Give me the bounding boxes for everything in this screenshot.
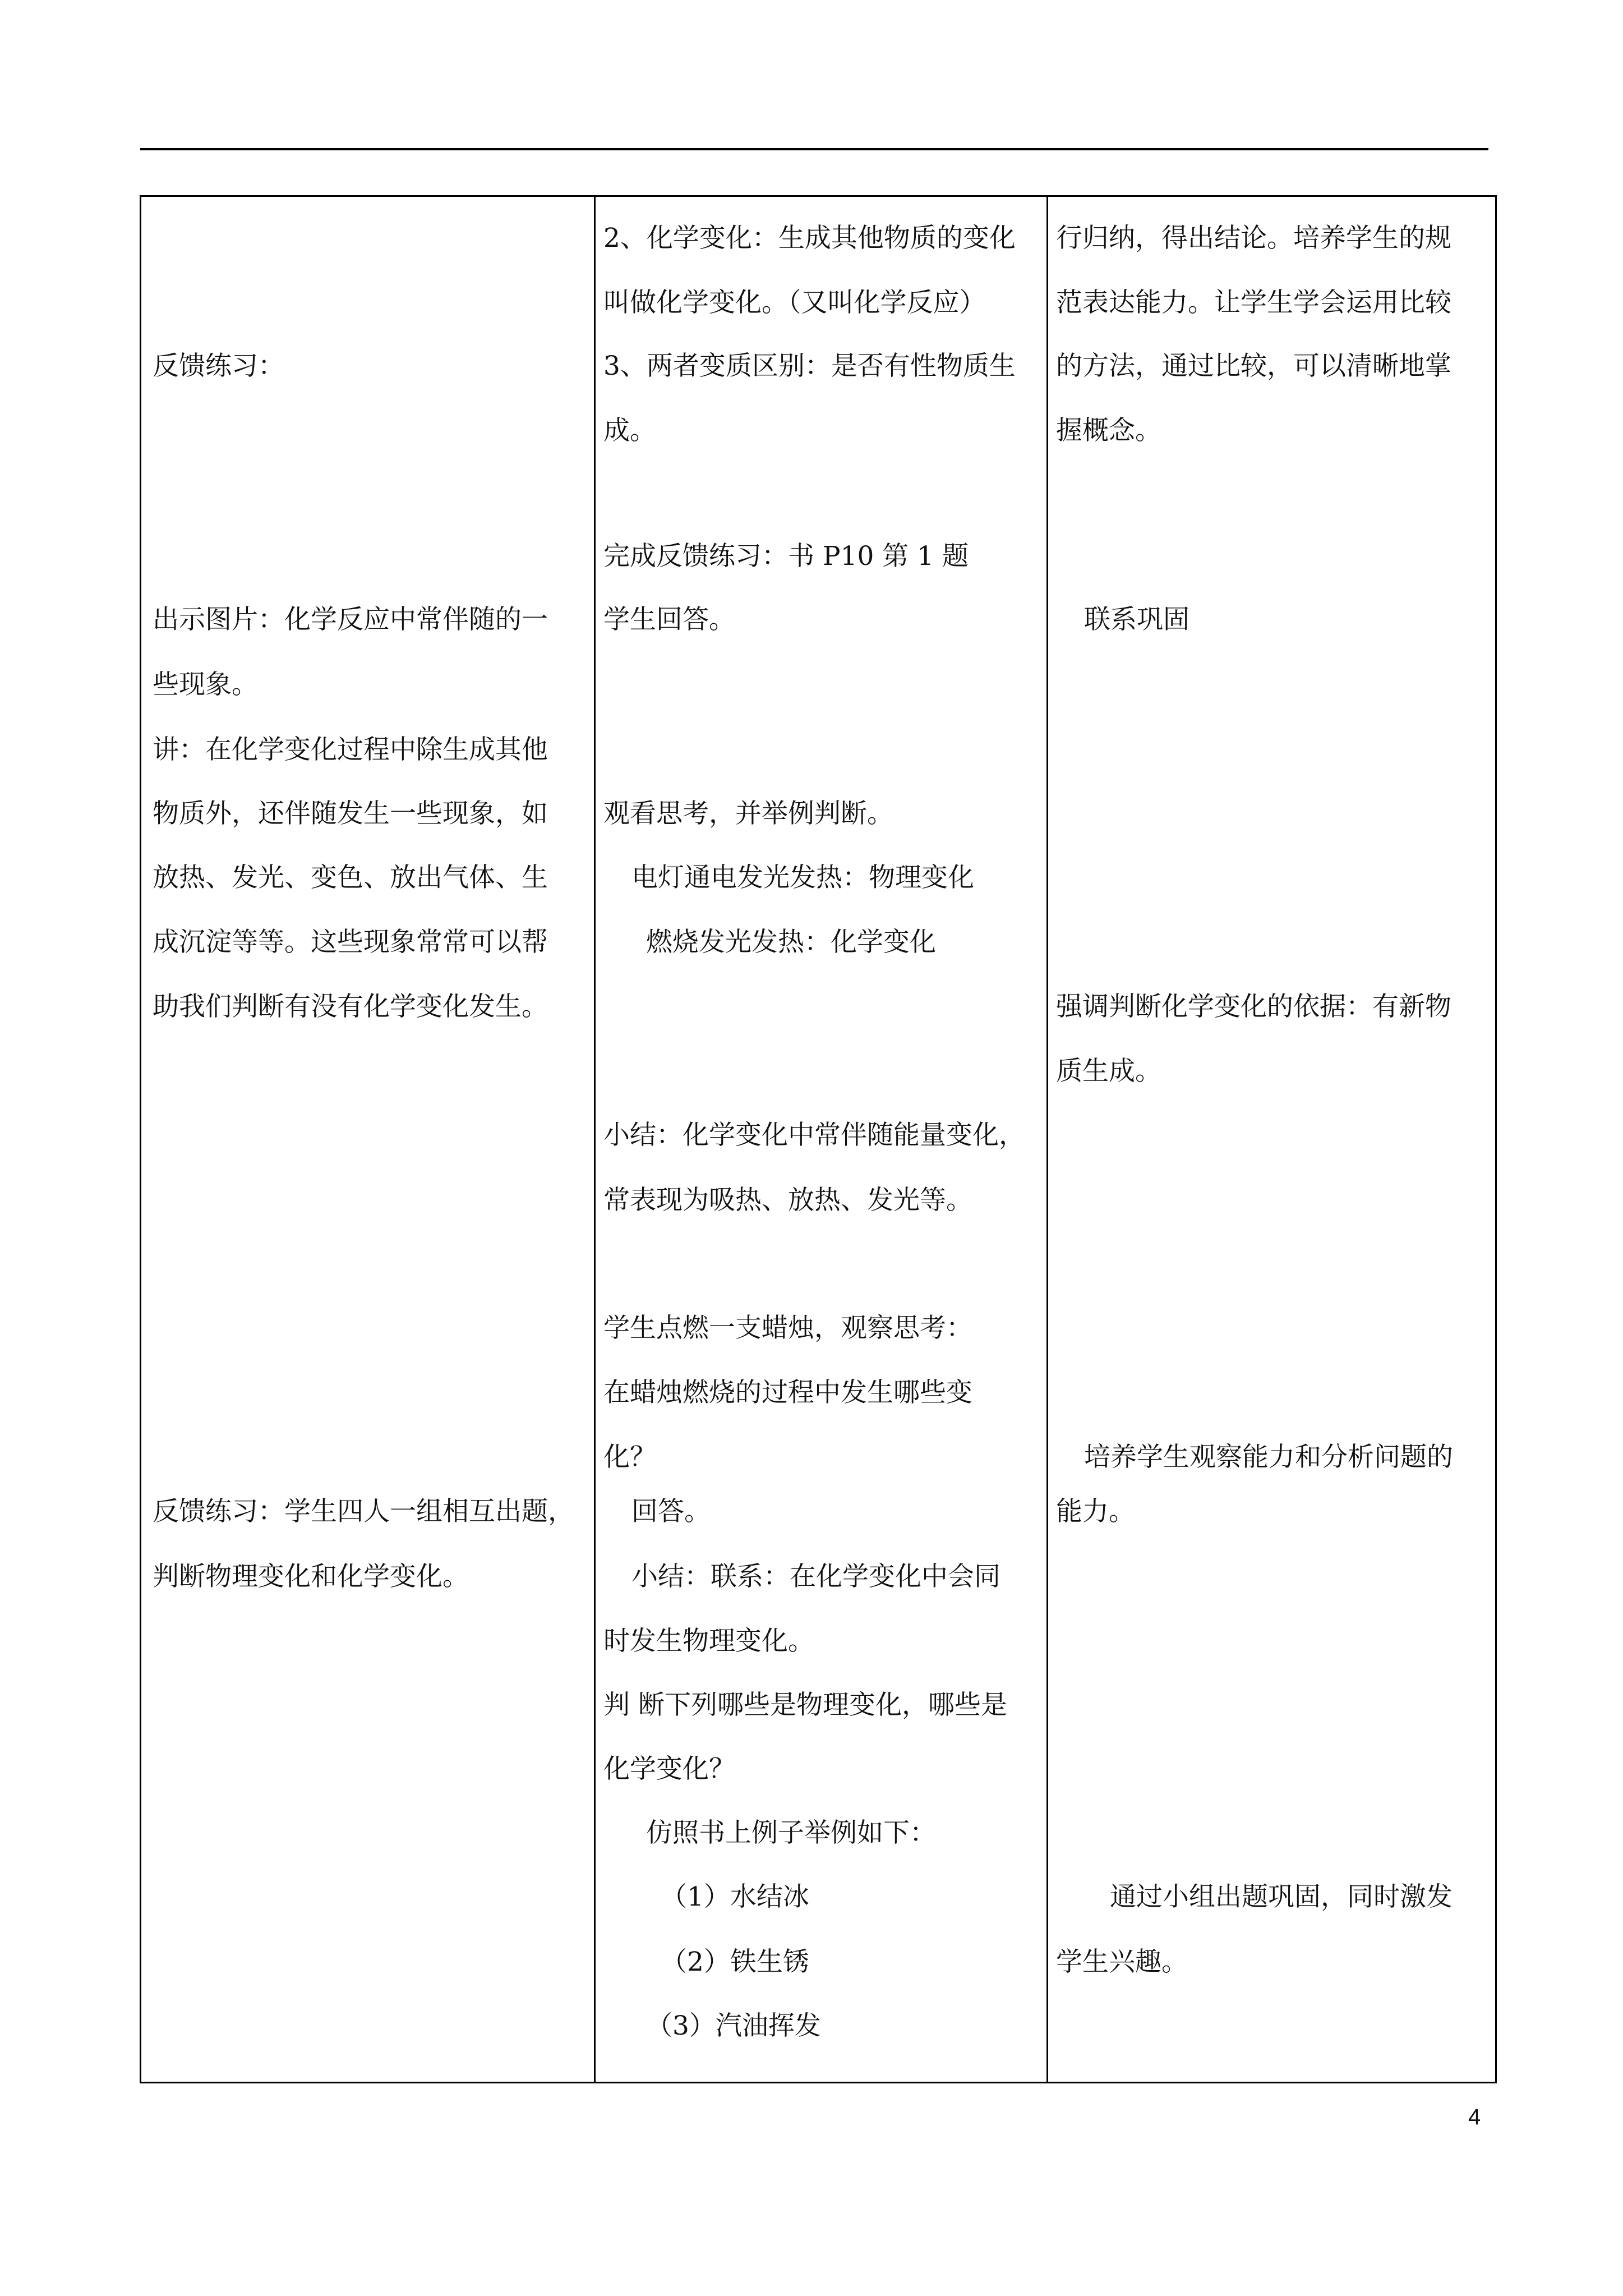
design-intent-cell <box>1048 197 1495 2082</box>
text-line: 成沉淀等等。这些现象常常可以帮 <box>153 927 548 958</box>
text-line: 的方法，通过比较，可以清晰地掌 <box>1056 351 1451 381</box>
text-line: 反馈练习：学生四人一组相互出题， <box>153 1496 574 1527</box>
text-line: 常表现为吸热、放热、发光等。 <box>603 1185 972 1216</box>
text-line: 叫做化学变化。（又叫化学反应） <box>603 287 986 318</box>
text-line: 强调判断化学变化的依据：有新物 <box>1056 991 1451 1022</box>
text-line: 出示图片：化学反应中常伴随的一 <box>153 604 548 635</box>
text-line: 学生点燃一支蜡烛，观察思考： <box>603 1313 972 1343</box>
text-line: 反馈练习： <box>153 351 284 381</box>
text-line: 判 断下列哪些是物理变化，哪些是 <box>603 1690 1007 1720</box>
text-line: 质生成。 <box>1056 1056 1161 1087</box>
text-line: 化？ <box>603 1442 656 1473</box>
text-line: 放热、发光、变色、放出气体、生 <box>153 862 548 893</box>
text-line: （2）铁生锈 <box>661 1947 809 1977</box>
text-line: 时发生物理变化。 <box>603 1626 814 1657</box>
text-line: 学生兴趣。 <box>1056 1947 1188 1977</box>
text-line: 2、化学变化：生成其他物质的变化 <box>603 223 1016 254</box>
text-line: 学生回答。 <box>603 604 735 635</box>
header-rule <box>140 148 1488 150</box>
text-line: 3、两者变质区别：是否有性物质生 <box>603 351 1016 381</box>
text-line: 能力。 <box>1056 1496 1135 1527</box>
text-line: 助我们判断有没有化学变化发生。 <box>153 991 548 1022</box>
text-line: 范表达能力。让学生学会运用比较 <box>1056 287 1451 318</box>
text-line: 化学变化？ <box>603 1754 735 1784</box>
teacher-activity-cell <box>141 197 592 2082</box>
text-line: 回答。 <box>631 1496 711 1527</box>
text-line: 讲：在化学变化过程中除生成其他 <box>153 734 548 765</box>
student-activity-cell <box>596 197 1046 2082</box>
text-line: （3）汽油挥发 <box>646 2010 821 2041</box>
text-line: 电灯通电发光发热：物理变化 <box>631 862 974 893</box>
text-line: 培养学生观察能力和分析问题的 <box>1084 1442 1453 1473</box>
text-line: 小结：化学变化中常伴随能量变化， <box>603 1120 1025 1151</box>
lesson-plan-table <box>140 195 1497 2083</box>
text-line: 些现象。 <box>153 669 258 700</box>
text-line: 成。 <box>603 415 656 446</box>
text-line: 物质外，还伴随发生一些现象，如 <box>153 798 548 829</box>
text-line: 完成反馈练习：书 P10 第 1 题 <box>603 541 969 572</box>
text-line: （1）水结冰 <box>661 1881 809 1912</box>
text-line: 联系巩固 <box>1084 604 1189 635</box>
text-line: 通过小组出题巩固，同时激发 <box>1110 1881 1453 1912</box>
text-line: 仿照书上例子举例如下： <box>646 1818 936 1848</box>
text-line: 小结：联系：在化学变化中会同 <box>631 1561 1000 1592</box>
text-line: 行归纳，得出结论。培养学生的规 <box>1056 223 1451 254</box>
text-line: 观看思考，并举例判断。 <box>603 798 893 829</box>
page-number: 4 <box>1468 2105 1481 2129</box>
text-line: 握概念。 <box>1056 415 1161 446</box>
text-line: 燃烧发光发热：化学变化 <box>646 927 936 958</box>
text-line: 在蜡烛燃烧的过程中发生哪些变 <box>603 1377 972 1408</box>
text-line: 判断物理变化和化学变化。 <box>153 1561 469 1592</box>
